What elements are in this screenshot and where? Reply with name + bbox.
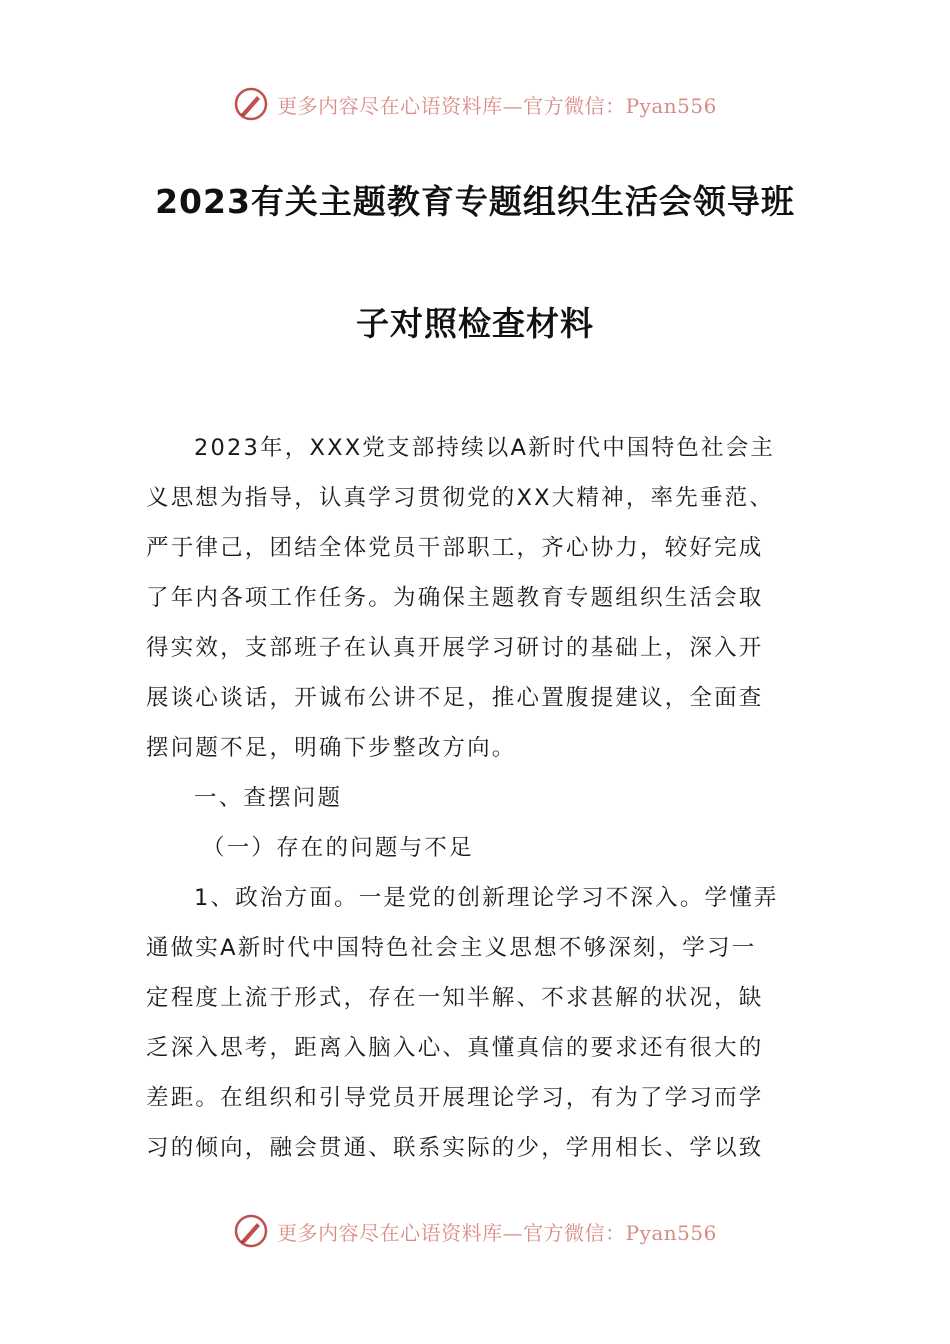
header-watermark [0,84,950,124]
paragraph-line: 定程度上流于形式，存在一知半解、不求甚解的状况，缺 [146,985,764,1011]
paragraph-line: 通做实A新时代中国特色社会主义思想不够深刻，学习一 [146,935,757,961]
subsection-heading: （一）存在的问题与不足 [202,835,474,861]
document-title-line-1: 2023有关主题教育专题组织生活会领导班 [155,182,795,221]
paragraph-line: 2023年，XXX党支部持续以A新时代中国特色社会主 [194,435,776,461]
paragraph-line: 1、政治方面。一是党的创新理论学习不深入。学懂弄 [194,885,779,911]
pen-logo-icon [233,1213,269,1249]
paragraph-line: 摆问题不足，明确下步整改方向。 [146,735,517,761]
watermark-text: 更多内容尽在心语资料库—官方微信：Pyan556 [277,1220,717,1245]
paragraph-line: 差距。在组织和引导党员开展理论学习，有为了学习而学 [146,1085,764,1111]
paragraph-line: 了年内各项工作任务。为确保主题教育专题组织生活会取 [146,585,764,611]
paragraph-line: 展谈心谈话，开诚布公讲不足，推心置腹提建议，全面查 [146,685,764,711]
document-title-line-2: 子对照检查材料 [356,304,594,343]
watermark-text: 更多内容尽在心语资料库—官方微信：Pyan556 [277,93,717,118]
paragraph-line: 严于律己，团结全体党员干部职工，齐心协力，较好完成 [146,535,764,561]
paragraph-line: 得实效，支部班子在认真开展学习研讨的基础上，深入开 [146,635,764,661]
paragraph-line: 习的倾向，融会贯通、联系实际的少，学用相长、学以致 [146,1135,764,1161]
paragraph-line: 义思想为指导，认真学习贯彻党的XX大精神，率先垂范、 [146,485,775,511]
document-body [146,423,806,1173]
paragraph-line: 乏深入思考，距离入脑入心、真懂真信的要求还有很大的 [146,1035,764,1061]
section-heading: 一、查摆问题 [194,785,343,811]
pen-logo-icon [233,86,269,122]
footer-watermark [0,1211,950,1251]
